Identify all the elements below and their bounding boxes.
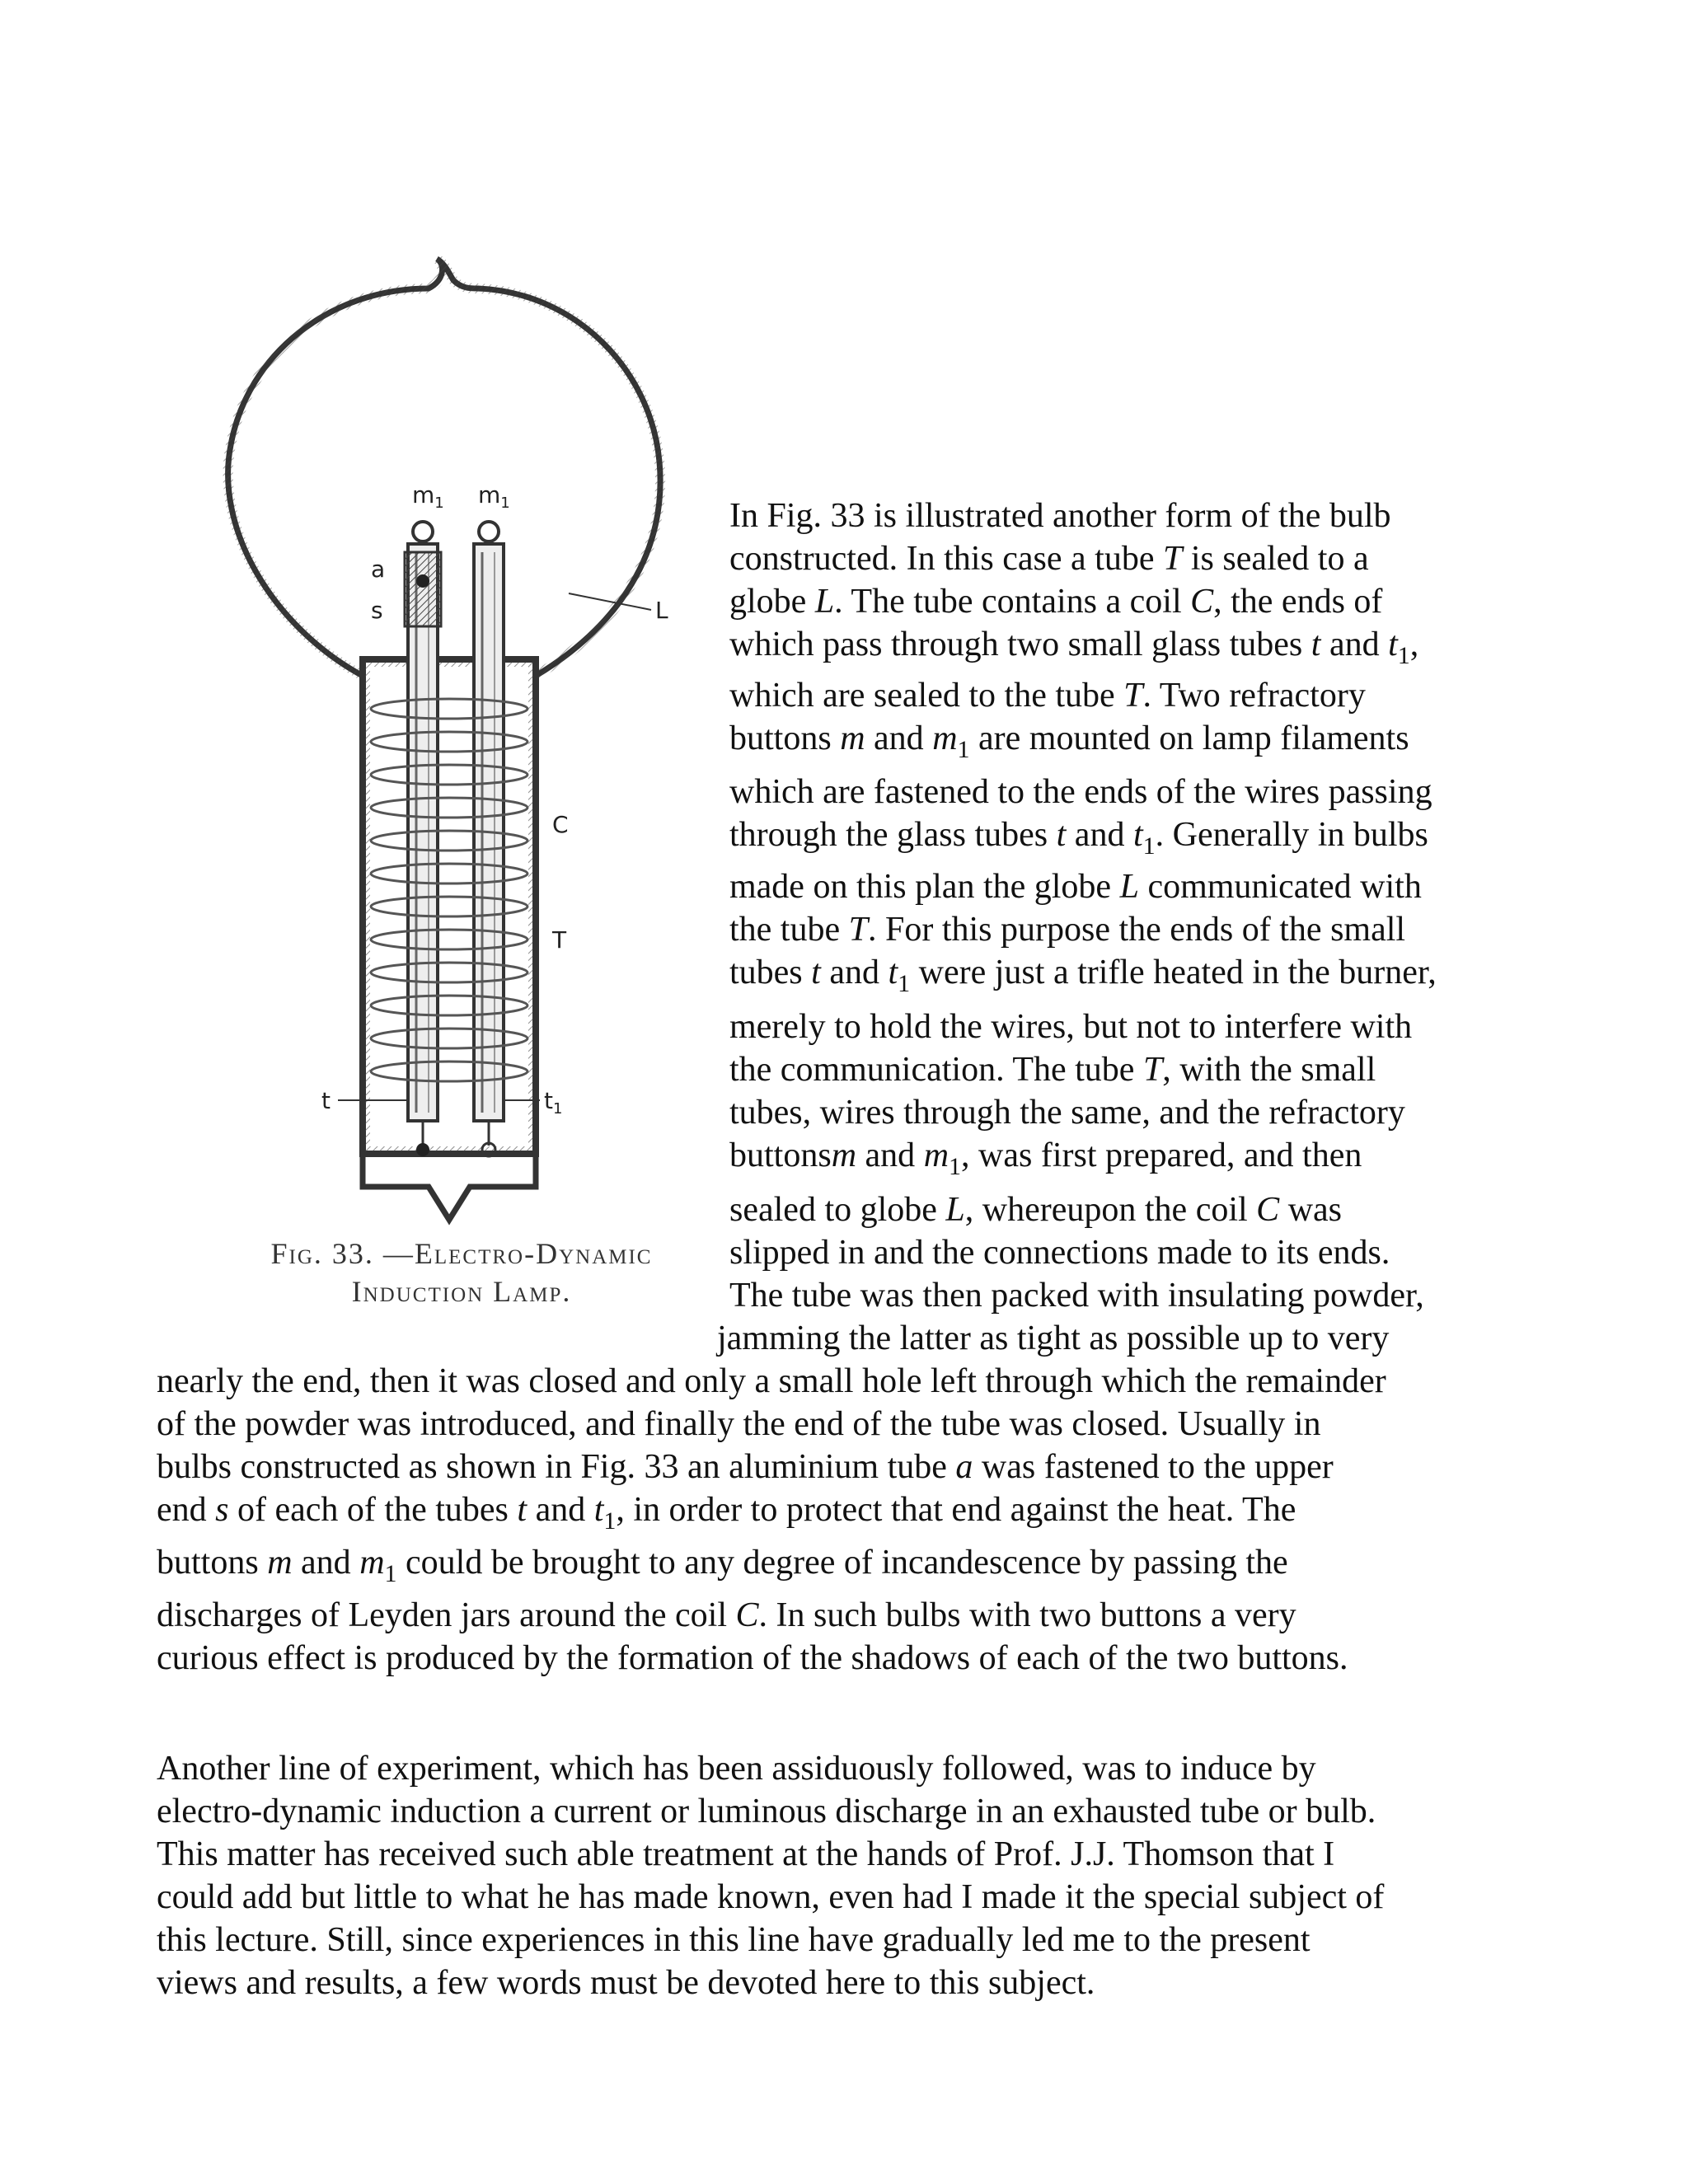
p1-line-6: buttons m and $m_1$ are mounted on lamp filaments xyxy=(729,719,1409,763)
p1-line-4: which pass through two small glass tubes t and $t_1$, xyxy=(729,626,1419,669)
p1-line-18: The tube was then packed with insulating powder, xyxy=(729,1277,1424,1315)
figure-caption xyxy=(206,1235,717,1310)
p1-line-2: constructed. In this case a tube T is sealed to a xyxy=(729,540,1369,578)
p1-line-26: curious effect is produced by the formation of the shadows of each of the two buttons. xyxy=(157,1639,1348,1677)
lamp-figure xyxy=(206,247,717,1319)
p2-line-3: This matter has received such able treatment at the hands of Prof. J.J. Thomson that I xyxy=(157,1835,1335,1873)
p1-line-23: end s of each of the tubes t and $t_1$, in order to protect that end against the heat. The xyxy=(157,1491,1296,1535)
label-m1: $m_1$ xyxy=(478,481,510,512)
button-m1 xyxy=(479,522,499,541)
tube-T xyxy=(363,659,536,1154)
label-t1: $t_1$ xyxy=(544,1087,563,1118)
p1-line-20: nearly the end, then it was closed and only a small hole left through which the remainder xyxy=(157,1362,1386,1400)
label-C: C xyxy=(552,811,569,838)
label-m: $m_1$ xyxy=(412,481,444,512)
p1-line-10: the tube T. For this purpose the ends of the small xyxy=(729,911,1406,949)
p1-line-3: globe L. The tube contains a coil C, the ends of xyxy=(729,583,1383,621)
p1-line-17: slipped in and the connections made to its ends. xyxy=(729,1234,1390,1272)
p1-line-13: the communication. The tube T, with the small xyxy=(729,1051,1376,1089)
p1-line-16: sealed to globe L, whereupon the coil C was xyxy=(729,1191,1343,1229)
p1-line-24: buttons m and $m_1$ could be brought to any degree of incandescence by passing the xyxy=(157,1544,1288,1587)
caption-line-1: Fig. 33. —Electro-Dynamic xyxy=(270,1237,653,1270)
label-T: T xyxy=(552,926,567,954)
p1-line-11: tubes t and $t_1$ were just a trifle heated in the burner, xyxy=(729,954,1437,997)
p2-line-1: Another line of experiment, which has been assiduously followed, was to induce by xyxy=(157,1750,1316,1788)
p1-line-9: made on this plan the globe L communicated with xyxy=(729,868,1422,906)
p2-line-5: this lecture. Still, since experiences in this line have gradually led me to the present xyxy=(157,1921,1311,1959)
p2-line-6: views and results, a few words must be devoted here to this subject. xyxy=(157,1964,1095,2002)
p1-line-25: discharges of Leyden jars around the coil C. In such bulbs with two buttons a very xyxy=(157,1596,1296,1634)
p2-line-2: electro-dynamic induction a current or luminous discharge in an exhausted tube or bulb. xyxy=(157,1793,1376,1830)
lamp-illustration xyxy=(206,247,717,1236)
p1-line-7: which are fastened to the ends of the wires passing xyxy=(729,773,1432,811)
p2-line-4: could add but little to what he has made known, even had I made it the special subject of xyxy=(157,1878,1385,1916)
button-m xyxy=(413,522,433,541)
p1-line-14: tubes, wires through the same, and the refractory xyxy=(729,1094,1405,1132)
p1-line-19: jamming the latter as tight as possible up to very xyxy=(717,1319,1390,1357)
label-L: L xyxy=(655,597,668,624)
caption-line-2: Induction Lamp. xyxy=(351,1275,572,1308)
p1-line-8: through the glass tubes t and $t_1$. Generally in bulbs xyxy=(729,816,1428,860)
p1-line-12: merely to hold the wires, but not to interfere with xyxy=(729,1008,1413,1046)
label-a: a xyxy=(371,555,386,583)
p1-line-21: of the powder was introduced, and finally the end of the tube was closed. Usually in xyxy=(157,1405,1321,1443)
p1-line-1: In Fig. 33 is illustrated another form of the bulb xyxy=(729,497,1391,535)
p1-line-15: buttonsm and $m_1$, was first prepared, and then xyxy=(729,1137,1362,1180)
label-s: s xyxy=(371,597,383,624)
label-t: t xyxy=(321,1087,331,1114)
p1-line-5: which are sealed to the tube T. Two refractory xyxy=(729,677,1366,715)
globe-outline xyxy=(228,259,660,676)
p1-line-22: bulbs constructed as shown in Fig. 33 an aluminium tube a was fastened to the upper xyxy=(157,1448,1334,1486)
